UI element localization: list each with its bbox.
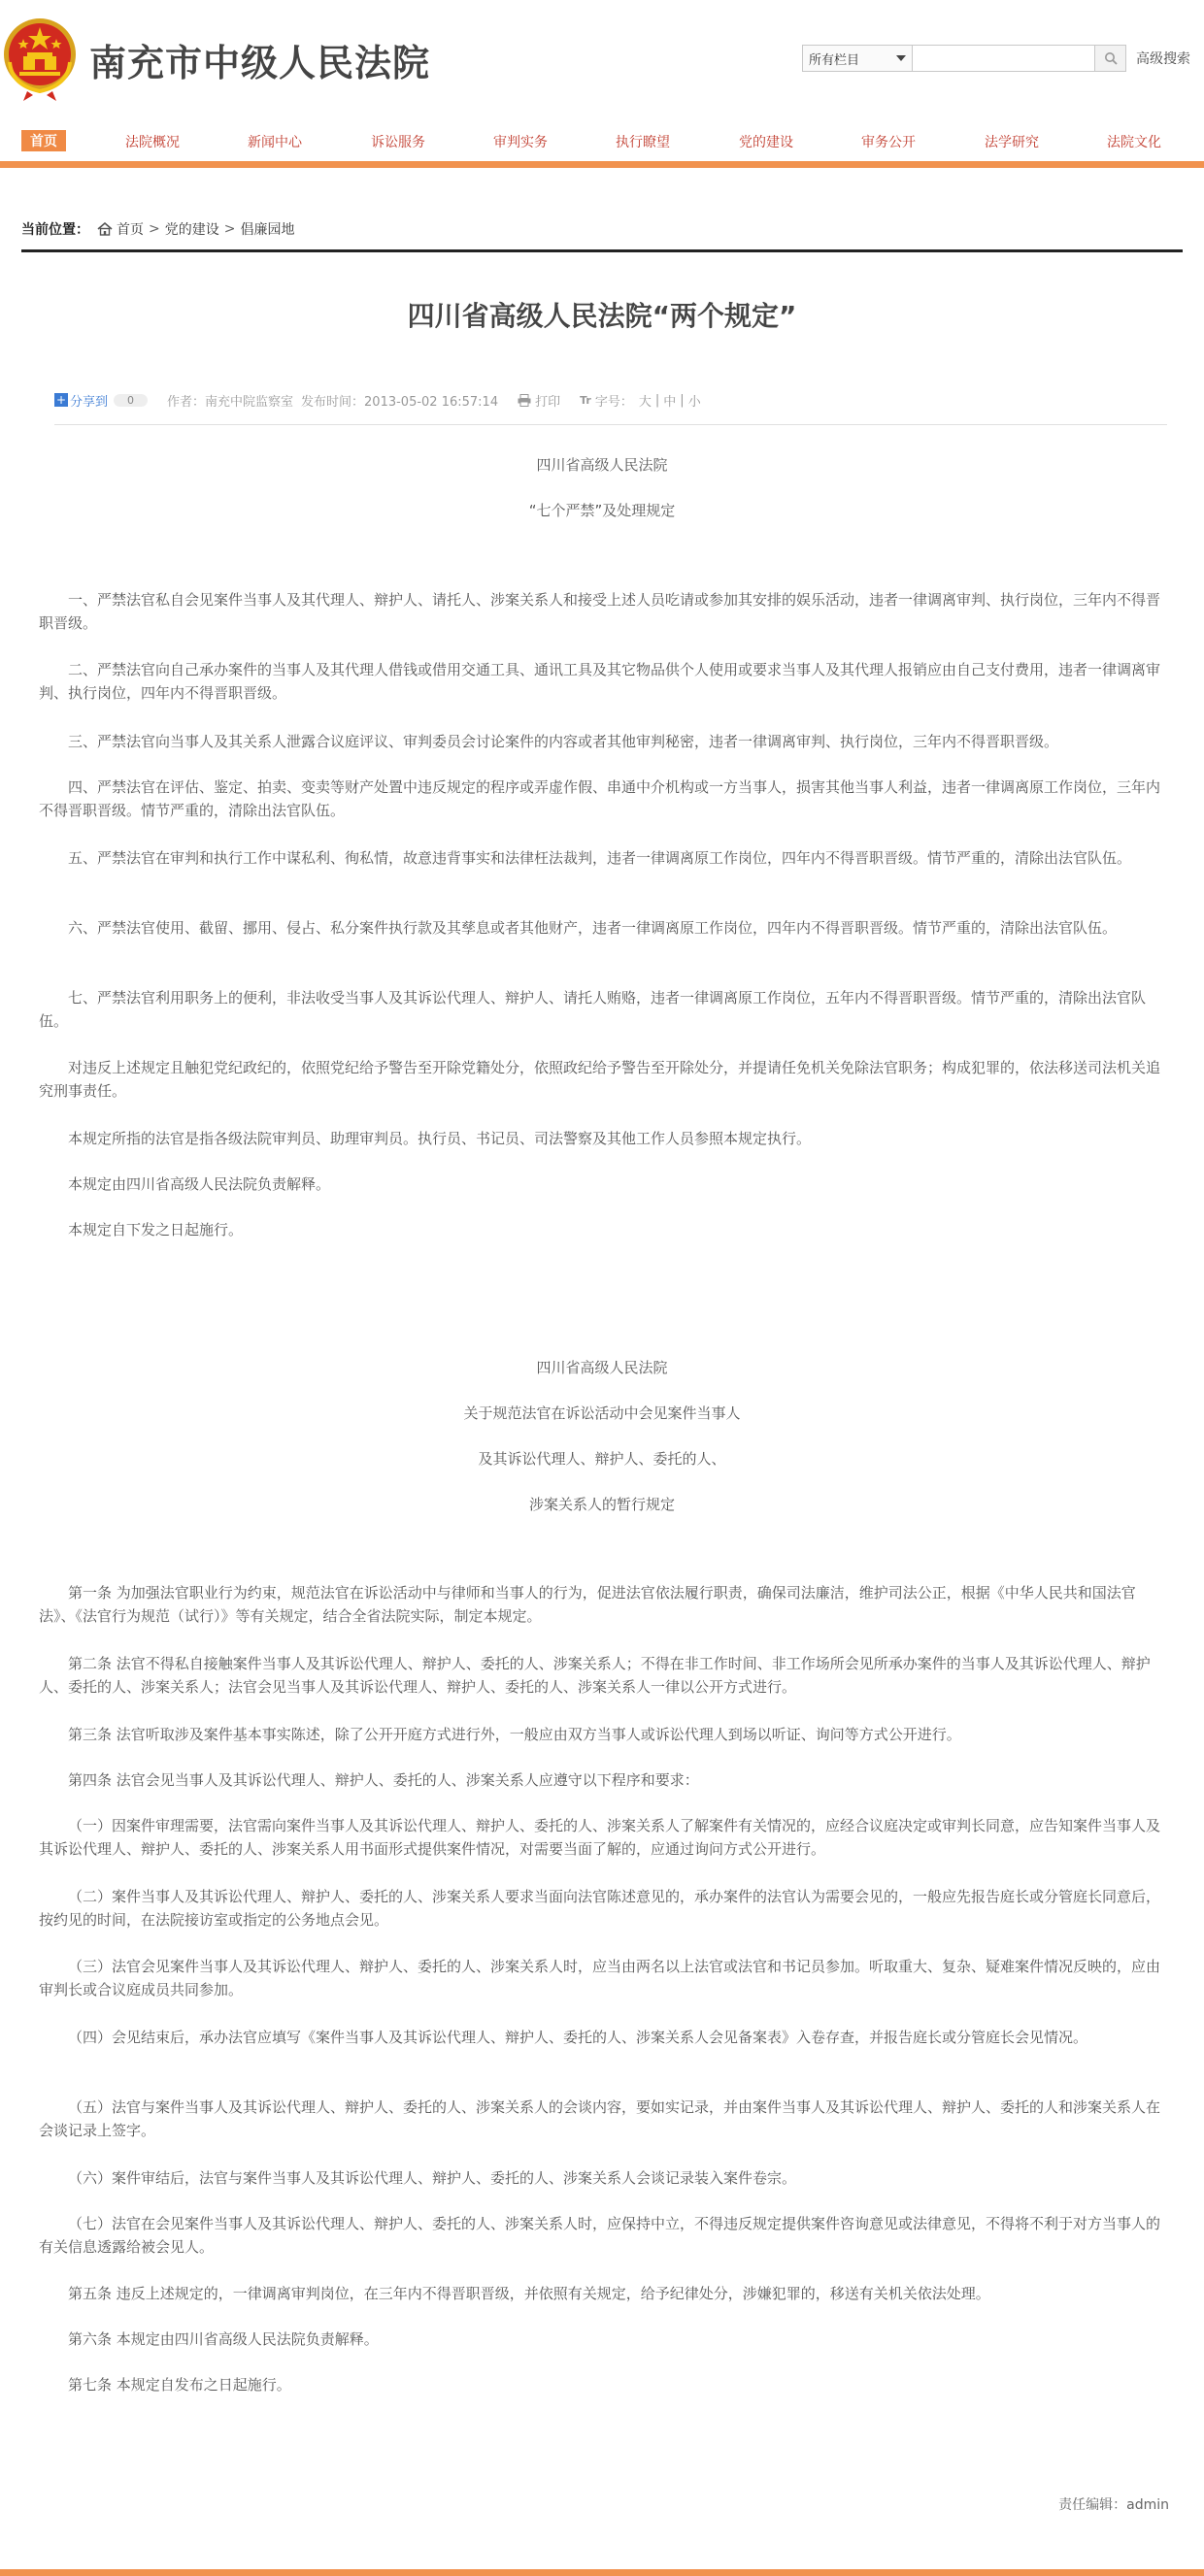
breadcrumb-divider [21, 249, 1183, 252]
article-paragraph: （四）会见结束后，承办法官应填写《案件当事人及其诉讼代理人、辩护人、委托的人、涉案关系人会见备案表》入卷存查，并报告庭长或分管庭长会见情况。 [68, 2029, 1088, 2046]
article-paragraph: （七）法官在会见案件当事人及其诉讼代理人、辩护人、委托的人、涉案关系人时，应保持中立，不得违反规定提供案件咨询意见或法律意见，不得将不利于对方当事人的有关信息透露给被会见人。 [39, 2215, 1161, 2256]
article-paragraph: 本规定由四川省高级人民法院负责解释。 [68, 1175, 331, 1193]
article-paragraph: 第二条 法官不得私自接触案件当事人及其诉讼代理人、辩护人、委托的人、涉案关系人；不得在非工作时间、非工作场所会见所承办案件的当事人及其诉讼代理人、辩护人、委托的人、涉案关系人；法官会见当事人及其诉讼代理人、辩护人、委托的人、涉案关系人一律以公开方式进行。 [39, 1655, 1151, 1696]
article-paragraph: 本规定所指的法官是指各级法院审判员、助理审判员。执行员、书记员、司法警察及其他工作人员参照本规定执行。 [68, 1130, 812, 1147]
font-size-large[interactable]: 大 [638, 394, 652, 410]
search-bar [802, 45, 1190, 72]
breadcrumb-item-home[interactable]: 首页 [117, 222, 144, 238]
site-title[interactable]: 南充市中级人民法院 [89, 42, 431, 84]
breadcrumb-separator: > [223, 221, 236, 237]
breadcrumb-label: 当前位置： [21, 222, 89, 238]
font-size-small[interactable]: 小 [687, 394, 701, 410]
meta-divider [54, 424, 1167, 425]
font-size-icon: Tr [580, 393, 591, 407]
article-meta [54, 388, 701, 412]
article-paragraph: 对违反上述规定且触犯党纪政纪的，依照党纪给予警告至开除党籍处分，依照政纪给予警告至开除处分，并提请任免机关免除法官职务；构成犯罪的，依法移送司法机关追究刑事责任。 [39, 1059, 1161, 1100]
article-paragraph: 五、严禁法官在审判和执行工作中谋私利、徇私情，故意违背事实和法律枉法裁判，违者一律调离原工作岗位，四年内不得晋职晋级。情节严重的，清除出法官队伍。 [68, 849, 1132, 867]
share-link[interactable]: 分享到 [70, 394, 109, 410]
font-size-separator: | [654, 392, 660, 408]
article-paragraph: 四川省高级人民法院 [536, 1359, 668, 1376]
breadcrumb-separator: > [149, 221, 160, 237]
plus-share-icon[interactable]: + [55, 393, 67, 407]
article-paragraph: 六、严禁法官使用、截留、挪用、侵占、私分案件执行款及其孳息或者其他财产，违者一律调离原工作岗位，四年内不得晋职晋级。情节严重的，清除出法官队伍。 [68, 919, 1118, 937]
article-paragraph: （二）案件当事人及其诉讼代理人、辩护人、委托的人、涉案关系人要求当面向法官陈述意见的，承办案件的法官认为需要会见的，一般应先报告庭长或分管庭长同意后，按约见的时间，在法院接访室或指定的公务地点会见。 [39, 1888, 1161, 1929]
article-paragraph: 涉案关系人的暂行规定 [528, 1496, 675, 1513]
article-paragraph: （五）法官与案件当事人及其诉讼代理人、辩护人、委托的人、涉案关系人的会谈内容，要如实记录，并由案件当事人及其诉讼代理人、辩护人、委托的人和涉案关系人在会谈记录上签字。 [39, 2098, 1161, 2139]
nav-item-news-center[interactable]: 新闻中心 [248, 135, 302, 150]
breadcrumb-item-party-building[interactable]: 党的建设 [164, 222, 219, 238]
nav-item-court-overview[interactable]: 法院概况 [125, 135, 180, 150]
article-paragraph: 一、严禁法官私自会见案件当事人及其代理人、辩护人、请托人、涉案关系人和接受上述人员吃请或参加其安排的娱乐活动，违者一律调离审判、执行岗位，三年内不得晋职晋级。 [39, 591, 1161, 632]
footer-divider [0, 2569, 1204, 2576]
responsible-editor: 责任编辑：admin [1058, 2497, 1169, 2513]
site-header [0, 0, 1204, 115]
font-size-medium[interactable]: 中 [663, 394, 677, 410]
breadcrumb-item-integrity-garden[interactable]: 倡廉园地 [240, 222, 295, 238]
article-paragraph: 二、严禁法官向自己承办案件的当事人及其代理人借钱或借用交通工具、通讯工具及其它物品供个人使用或要求当事人及其代理人报销应由自己支付费用，违者一律调离审判、执行岗位，四年内不得晋职晋级。 [39, 661, 1161, 702]
main-nav [0, 126, 1204, 159]
breadcrumb [21, 219, 294, 239]
printer-icon[interactable] [518, 394, 531, 407]
article-paragraph: 三、严禁法官向当事人及其关系人泄露合议庭评议、审判委员会讨论案件的内容或者其他审判秘密，违者一律调离审判、执行岗位，三年内不得晋职晋级。 [68, 733, 1059, 750]
article-paragraph: 四川省高级人民法院 [536, 456, 668, 474]
article-publish-time: 发布时间：2013-05-02 16:57:14 [301, 394, 499, 410]
nav-item-party-building[interactable]: 党的建设 [739, 135, 793, 150]
article-paragraph: 本规定自下发之日起施行。 [68, 1221, 244, 1238]
font-size-separator: | [680, 392, 685, 408]
article-paragraph: “七个严禁”及处理规定 [528, 502, 676, 519]
advanced-search-link[interactable]: 高级搜索 [1136, 51, 1190, 67]
article-paragraph: 第三条 法官听取涉及案件基本事实陈述，除了公开开庭方式进行外，一般应由双方当事人或诉讼代理人到场以听证、询问等方式公开进行。 [68, 1726, 961, 1743]
font-size-label: 字号： [594, 394, 633, 410]
article-title: 四川省高级人民法院“两个规定” [407, 300, 797, 332]
nav-item-enforcement[interactable]: 执行瞭望 [616, 135, 670, 150]
search-scope-select[interactable] [802, 45, 913, 72]
search-button[interactable] [1095, 45, 1126, 72]
nav-item-trial-practice[interactable]: 审判实务 [493, 135, 548, 150]
home-icon [97, 222, 113, 236]
article-paragraph: 第五条 违反上述规定的，一律调离审判岗位，在三年内不得晋职晋级，并依照有关规定，给予纪律处分，涉嫌犯罪的，移送有关机关依法处理。 [68, 2285, 990, 2302]
article-paragraph: 四、严禁法官在评估、鉴定、拍卖、变卖等财产处置中违反规定的程序或弄虚作假、串通中介机构或一方当事人，损害其他当事人利益，违者一律调离原工作岗位，三年内不得晋职晋级。情节严重的，清除出法官队伍。 [39, 778, 1161, 819]
article-paragraph: （一）因案件审理需要，法官需向案件当事人及其诉讼代理人、辩护人、委托的人、涉案关系人了解案件有关情况的，应经合议庭决定或审判长同意，应告知案件当事人及其诉讼代理人、辩护人、委托的人、涉案关系人用书面形式提供案件情况，对需要当面了解的，应通过询问方式公开进行。 [39, 1817, 1161, 1858]
nav-item-home[interactable]: 首页 [21, 130, 66, 151]
article-paragraph: 第六条 本规定由四川省高级人民法院负责解释。 [68, 2330, 379, 2348]
chevron-down-icon [896, 55, 906, 61]
national-emblem-icon[interactable] [2, 14, 78, 103]
nav-item-litigation-service[interactable]: 诉讼服务 [371, 135, 425, 150]
article-paragraph: （六）案件审结后，法官与案件当事人及其诉讼代理人、辩护人、委托的人、涉案关系人会谈记录装入案件卷宗。 [68, 2169, 797, 2187]
magnifier-icon [1104, 51, 1118, 65]
nav-item-affairs-disclosure[interactable]: 审务公开 [861, 135, 916, 150]
article-paragraph: 七、严禁法官利用职务上的便利，非法收受当事人及其诉讼代理人、辩护人、请托人贿赂，违者一律调离原工作岗位，五年内不得晋职晋级。情节严重的，清除出法官队伍。 [39, 989, 1147, 1030]
nav-item-court-culture[interactable]: 法院文化 [1107, 135, 1161, 150]
article-paragraph: 关于规范法官在诉讼活动中会见案件当事人 [463, 1404, 741, 1422]
article-paragraph: 第七条 本规定自发布之日起施行。 [68, 2376, 291, 2394]
nav-divider [0, 161, 1204, 168]
article-paragraph: 及其诉讼代理人、辩护人、委托的人、 [478, 1450, 726, 1468]
article-paragraph: （三）法官会见案件当事人及其诉讼代理人、辩护人、委托的人、涉案关系人时，应当由两名以上法官或法官和书记员参加。听取重大、复杂、疑难案件情况反映的，应由审判长或合议庭成员共同参加。 [39, 1958, 1161, 1998]
article-author: 作者：南充中院监察室 [167, 394, 294, 410]
search-input[interactable] [913, 45, 1095, 72]
article-paragraph: 第四条 法官会见当事人及其诉讼代理人、辩护人、委托的人、涉案关系人应遵守以下程序和要求： [68, 1771, 699, 1789]
search-scope-value: 所有栏目 [809, 52, 860, 68]
article-paragraph: 第一条 为加强法官职业行为约束，规范法官在诉讼活动中与律师和当事人的行为，促进法官依法履行职责，确保司法廉洁，维护司法公正，根据《中华人民共和国法官法》、《法官行为规范（试行）》等有关规定，结合全省法院实际，制定本规定。 [39, 1584, 1136, 1625]
share-count-badge: 0 [114, 394, 148, 407]
print-link[interactable]: 打印 [535, 394, 561, 410]
nav-item-legal-research[interactable]: 法学研究 [985, 135, 1039, 150]
